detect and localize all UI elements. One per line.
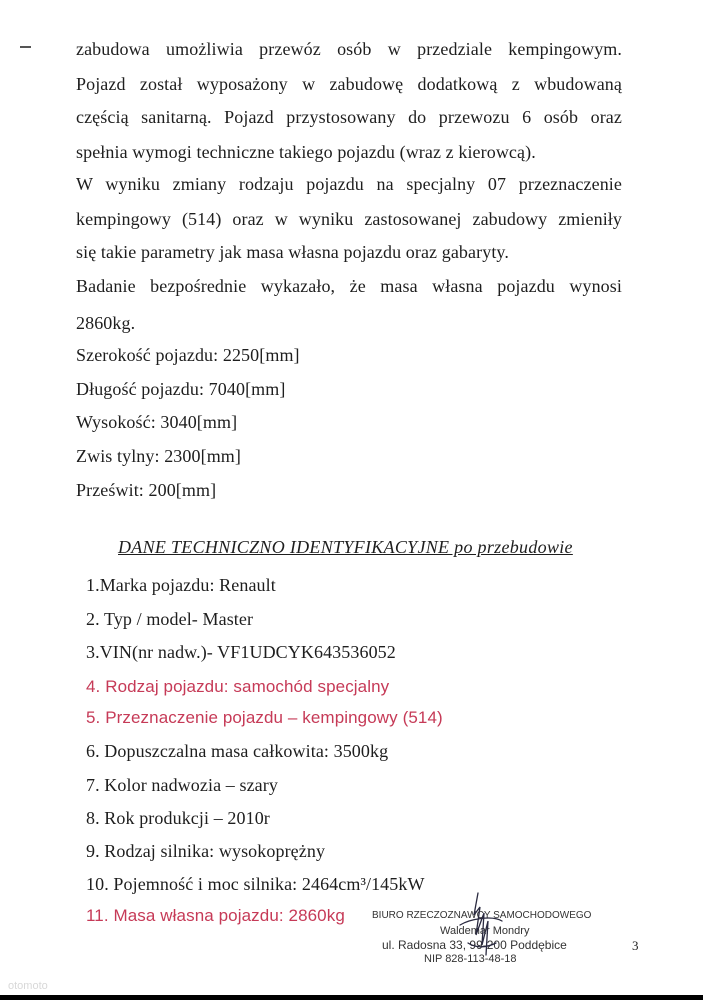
list-item-body-color: 7. Kolor nadwozia – szary — [86, 775, 278, 795]
dimension-height: Wysokość: 3040[mm] — [76, 412, 238, 432]
list-item-vin: 3.VIN(nr nadw.)- VF1UDCYK643536052 — [86, 642, 396, 662]
list-item-vehicle-type: 4. Rodzaj pojazdu: samochód specjalny — [86, 677, 390, 696]
paragraph-line-4: spełnia wymogi techniczne takiego pojazdu (wraz z kierowcą). — [76, 142, 536, 162]
page-number: 3 — [632, 938, 639, 953]
paragraph-line-3: częścią sanitarną. Pojazd przystosowany do przewozu 6 osób oraz — [76, 107, 622, 127]
list-item-vehicle-purpose: 5. Przeznaczenie pojazdu – kempingowy (514) — [86, 708, 443, 727]
section-heading: DANE TECHNICZNO IDENTYFIKACYJNE po przebudowie — [118, 537, 573, 557]
list-item-engine-type: 9. Rodzaj silnika: wysokoprężny — [86, 841, 326, 861]
dimension-rear-overhang: Zwis tylny: 2300[mm] — [76, 446, 241, 466]
list-item-engine-capacity: 10. Pojemność i moc silnika: 2464cm³/145kW — [86, 874, 425, 894]
stamp-name: Waldemar Mondry — [440, 925, 530, 937]
stamp-nip: NIP 828-113-48-18 — [424, 953, 517, 965]
list-item-curb-weight: 11. Masa własna pojazdu: 2860kg — [86, 906, 345, 925]
paragraph-line-2: Pojazd został wyposażony w zabudowę dodatkową z wbudowaną — [76, 74, 622, 94]
paragraph-line-8: Badanie bezpośrednie wykazało, że masa własna pojazdu wynosi — [76, 276, 622, 296]
paragraph-line-6: kempingowy (514) oraz w wyniku zastosowanej zabudowy zmieniły — [76, 209, 622, 229]
margin-mark — [20, 46, 31, 48]
paragraph-line-5: W wyniku zmiany rodzaju pojazdu na specjalny 07 przeznaczenie — [76, 174, 622, 194]
list-item-model: 2. Typ / model- Master — [86, 609, 254, 629]
dimension-width: Szerokość pojazdu: 2250[mm] — [76, 345, 300, 365]
dimension-ground-clearance: Prześwit: 200[mm] — [76, 480, 217, 500]
handwritten-signature — [440, 885, 510, 975]
paragraph-line-1: zabudowa umożliwia przewóz osób w przedziale kempingowym. — [76, 39, 622, 59]
stamp-address: ul. Radosna 33, 99-200 Poddębice — [382, 938, 567, 952]
list-item-make: 1.Marka pojazdu: Renault — [86, 575, 276, 595]
list-item-gross-weight: 6. Dopuszczalna masa całkowita: 3500kg — [86, 741, 389, 761]
paragraph-line-7: się takie parametry jak masa własna pojazdu oraz gabaryty. — [76, 242, 509, 262]
dimension-length: Długość pojazdu: 7040[mm] — [76, 379, 286, 399]
paragraph-line-9: 2860kg. — [76, 313, 136, 333]
bottom-border — [0, 995, 703, 1000]
watermark: otomoto — [8, 980, 48, 992]
stamp-company: BIURO RZECZOZNAWCY SAMOCHODOWEGO — [372, 910, 592, 921]
list-item-production-year: 8. Rok produkcji – 2010r — [86, 808, 270, 828]
